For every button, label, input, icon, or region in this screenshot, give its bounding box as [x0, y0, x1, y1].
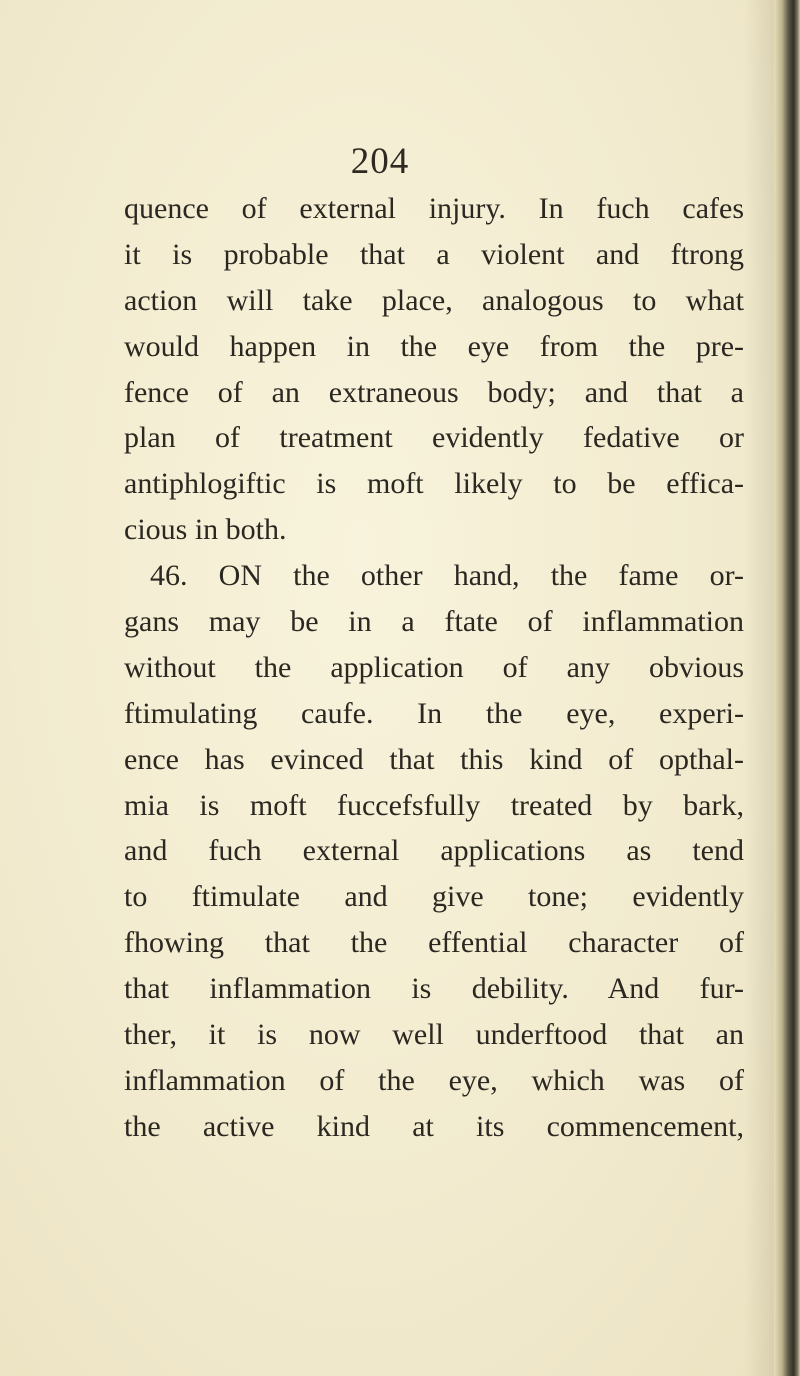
page-binding-edge — [774, 0, 800, 1376]
text-line: gans may be in a ftate of inflammation — [124, 605, 744, 639]
text-line: to ftimulate and give tone; evidently — [124, 880, 744, 914]
text-line: without the application of any obvious — [124, 650, 744, 684]
binding-shadow — [744, 0, 774, 1376]
paragraph-start-line: 46. ON the other hand, the fame or- — [150, 559, 744, 593]
text-line: and fuch external applications as tend — [124, 834, 744, 868]
page-number: 204 — [350, 141, 410, 182]
text-line: fhowing that the effential character of — [124, 926, 744, 960]
text-line: it is probable that a violent and ftrong — [124, 237, 744, 271]
body-text — [124, 186, 744, 1150]
text-line: plan of treatment evidently fedative or — [124, 421, 744, 455]
text-line: ftimulating caufe. In the eye, experi- — [124, 696, 744, 730]
text-line: the active kind at its commencement, — [124, 1109, 744, 1143]
text-line: ther, it is now well underftood that an — [124, 1018, 744, 1052]
text-line: mia is moft fuccefsfully treated by bark, — [124, 788, 744, 822]
text-line: ence has evinced that this kind of opthal- — [124, 742, 744, 776]
text-line: would happen in the eye from the pre- — [124, 329, 744, 363]
text-line: antiphlogiftic is moft likely to be effica- — [124, 467, 744, 501]
text-line: action will take place, analogous to what — [124, 283, 744, 317]
text-line: fence of an extraneous body; and that a — [124, 375, 744, 409]
text-line: that inflammation is debility. And fur- — [124, 972, 744, 1006]
text-line: inflammation of the eye, which was of — [124, 1063, 744, 1097]
text-line: quence of external injury. In fuch cafes — [124, 192, 744, 225]
text-line: cious in both. — [124, 513, 287, 547]
